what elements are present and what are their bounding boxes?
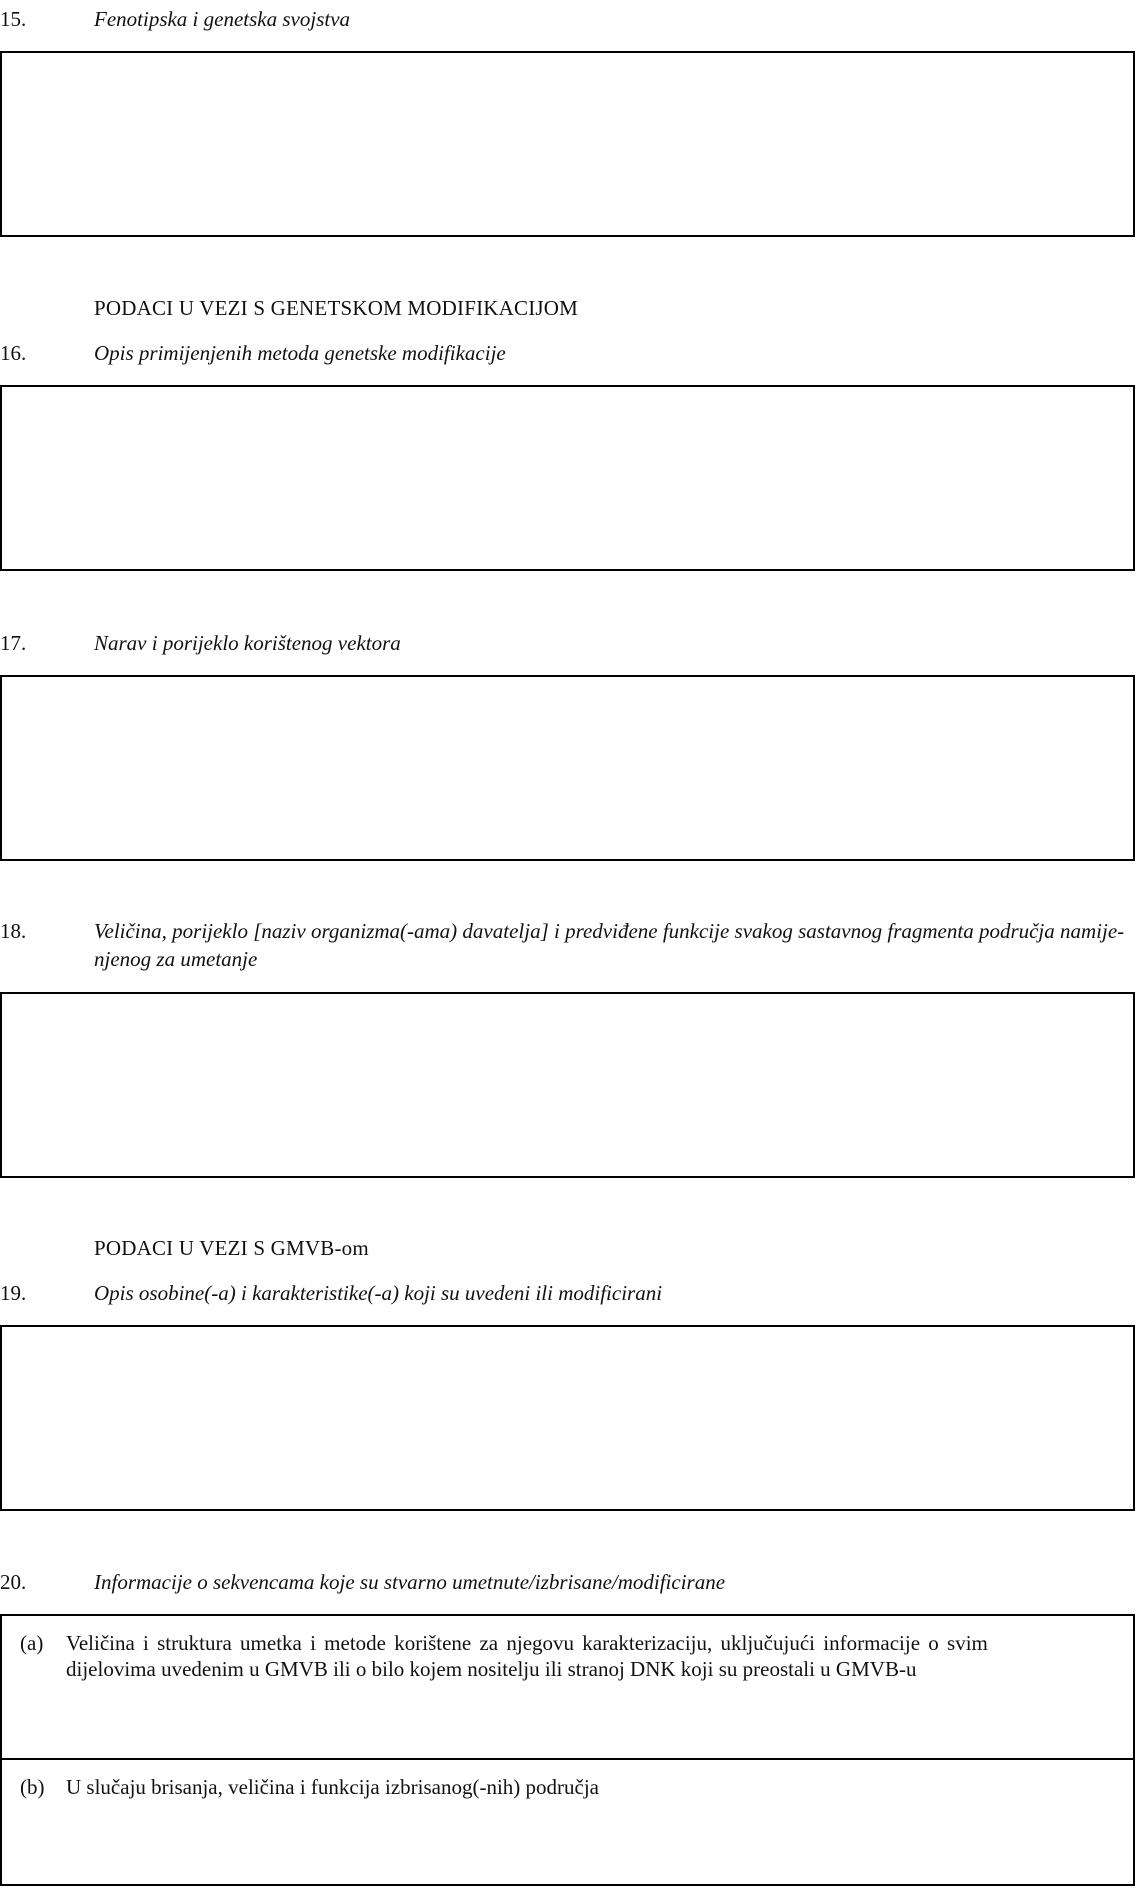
item-label: (a) xyxy=(20,1631,44,1655)
section-number: 20. xyxy=(0,1570,27,1594)
answer-box-18[interactable] xyxy=(0,992,1135,1178)
section-number: 16. xyxy=(0,341,27,365)
section-number: 15. xyxy=(0,7,27,31)
answer-box-19[interactable] xyxy=(0,1325,1135,1511)
answer-box-16[interactable] xyxy=(0,385,1135,571)
item-label: (b) xyxy=(20,1775,45,1799)
section-number: 19. xyxy=(0,1281,27,1305)
answer-table-20 xyxy=(0,1614,1135,1886)
section-number: 17. xyxy=(0,631,27,655)
group-heading-gmvb: PODACI U VEZI S GMVB-om xyxy=(94,1236,369,1260)
section-number: 18. xyxy=(0,919,27,943)
section-title: Opis primijenjenih metoda genetske modifikacije xyxy=(94,341,506,365)
section-title-line-2: njenog za umetanje xyxy=(94,947,258,971)
item-text-line-1: Veličina i struktura umetka i metode korištene za njegovu karakterizaciju, uključujući informacije o svim xyxy=(66,1631,988,1655)
section-title: Informacije o sekvencama koje su stvarno umetnute/izbrisane/modificirane xyxy=(94,1570,726,1594)
table-row-b[interactable] xyxy=(2,1758,1133,1886)
group-heading-genetic-modification: PODACI U VEZI S GENETSKOM MODIFIKACIJOM xyxy=(94,296,579,320)
section-title: Narav i porijeklo korištenog vektora xyxy=(94,631,401,655)
item-text-line-1: U slučaju brisanja, veličina i funkcija izbrisanog(-nih) područja xyxy=(66,1775,599,1799)
section-title: Fenotipska i genetska svojstva xyxy=(94,7,351,31)
answer-box-15[interactable] xyxy=(0,51,1135,237)
table-row-a[interactable] xyxy=(2,1616,1133,1758)
item-text-line-2: dijelovima uvedenim u GMVB ili o bilo kojem nositelju ili stranoj DNK koji su preostali u GMVB-u xyxy=(66,1657,917,1681)
answer-box-17[interactable] xyxy=(0,675,1135,861)
section-title: Opis osobine(-a) i karakteristike(-a) koji su uvedeni ili modificirani xyxy=(94,1281,663,1305)
section-title-line-1: Veličina, porijeklo [naziv organizma(-ama) davatelja] i predviđene funkcije svakog sastavnog fragmenta područja namije- xyxy=(94,919,1125,943)
